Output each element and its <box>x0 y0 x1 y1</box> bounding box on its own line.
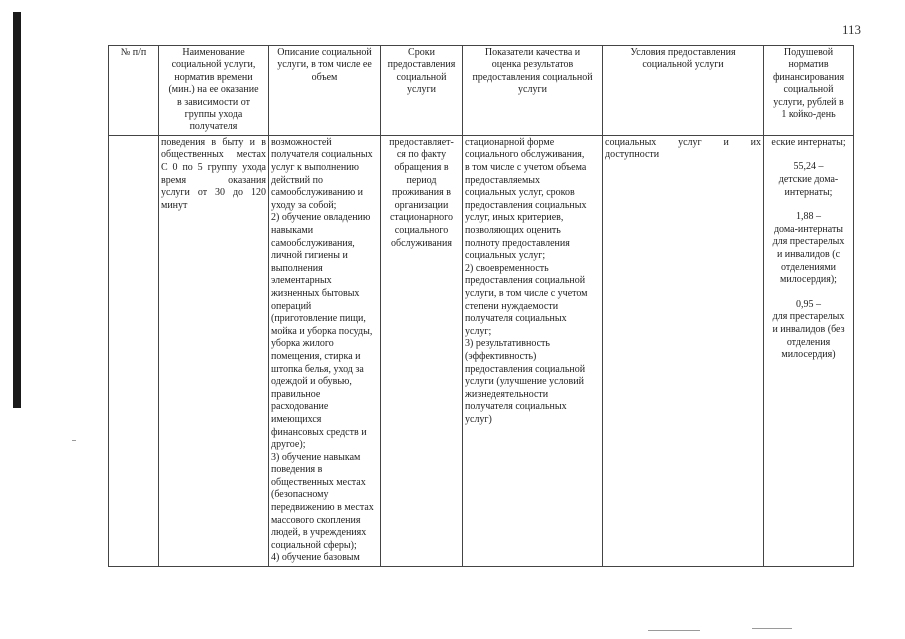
group-gap <box>766 149 851 161</box>
text-line: объем <box>311 71 338 83</box>
funding-line: отделениями <box>780 261 837 273</box>
text-line: получателя <box>189 121 238 133</box>
group-gap <box>766 287 851 299</box>
text-line: уборка жилого <box>271 338 334 350</box>
text-line: людей, в учреждениях <box>271 527 367 539</box>
text-line: услуги, рублей в <box>773 96 844 108</box>
scan-speck <box>72 440 76 441</box>
text-line: С 0 по 5 группу ухода <box>161 162 266 174</box>
funding-line: детские дома- <box>778 174 839 186</box>
text-line: предоставления социальной <box>465 275 586 287</box>
text-line: социальной услуги, <box>171 59 256 71</box>
group-gap <box>766 199 851 211</box>
text-line: жизненных бытовых <box>271 287 360 299</box>
text-line: массового скопления <box>271 514 361 526</box>
page-number: 113 <box>841 22 861 37</box>
text-line: уходу за собой; <box>271 199 337 211</box>
text-line: социальных услуг; <box>465 250 546 262</box>
text-line: действий по <box>271 174 323 186</box>
text-line: предоставления <box>387 59 456 71</box>
text-line: услуги, в том числе с учетом <box>465 287 588 299</box>
text-line: стационарной форме <box>465 136 555 148</box>
text-line: жизнедеятельности <box>465 388 549 400</box>
binding-edge-mark <box>13 12 21 408</box>
text-line: Описание социальной <box>277 47 372 58</box>
text-line: социальных услуг и их <box>605 136 761 148</box>
cell-service-name <box>159 135 269 566</box>
text-line: время оказания <box>161 174 266 186</box>
text-line: получателя социальных <box>465 401 567 413</box>
funding-line: и инвалидов (с <box>776 249 841 260</box>
text-line: 2) обучение овладению <box>271 212 371 224</box>
text-line: элементарных <box>271 275 332 287</box>
text-line: 3) обучение навыкам <box>271 451 361 463</box>
funding-line: 55,24 – <box>793 161 824 173</box>
header-description <box>269 46 381 136</box>
text-line: услуг; <box>465 325 492 337</box>
text-line: расходование <box>271 401 329 413</box>
text-line: Показатели качества и <box>484 47 581 58</box>
cell-number <box>109 135 159 566</box>
text-line: 2) своевременность <box>465 262 549 274</box>
text-line: услуги от 30 до 120 <box>161 187 266 199</box>
text-line: социальной услуги <box>642 59 724 71</box>
text-line: минут <box>161 199 188 211</box>
cell-description <box>269 135 381 566</box>
text-line: (безопасному <box>271 489 329 501</box>
text-line: мойка и уборка посуды, <box>271 325 373 337</box>
header-quality <box>463 46 603 136</box>
text-line: одеждой и обувью, <box>271 376 352 388</box>
text-line: услуги (улучшение условий <box>465 376 584 388</box>
text-line: социальной сферы); <box>271 539 357 551</box>
cell-funding <box>764 135 854 566</box>
text-line: Условия предоставления <box>630 47 736 58</box>
text-line: полноту предоставления <box>465 237 570 249</box>
text-line: предоставления социальных <box>465 199 587 211</box>
text-line: финансирования <box>772 71 845 83</box>
text-line: 1 койко-день <box>781 109 836 121</box>
text-line: степени нуждаемости <box>465 300 559 312</box>
text-line: навыками <box>271 225 314 236</box>
cell-conditions <box>603 135 764 566</box>
text-line: возможностей <box>271 136 332 148</box>
text-line: Наименование <box>182 47 245 58</box>
text-line: услуги <box>518 84 547 96</box>
text-line: доступности <box>605 149 660 161</box>
cell-quality <box>463 135 603 566</box>
text-line: правильное <box>271 388 321 400</box>
header-row <box>109 46 854 136</box>
text-line: общественных местах <box>161 149 266 161</box>
text-line: предоставления социальной <box>472 71 593 83</box>
text-line: предоставляемых <box>465 174 541 186</box>
funding-line: отделения <box>786 336 831 348</box>
table-row <box>109 135 854 566</box>
text-line: самообслуживания, <box>271 237 355 249</box>
text-line: личной гигиены и <box>271 250 348 262</box>
text-line: 3) результативность <box>465 338 550 350</box>
text-line: оценка результатов <box>491 59 574 71</box>
header-service-name <box>159 46 269 136</box>
text-line: предоставления социальной <box>465 363 586 375</box>
text-line: социальной <box>396 71 447 83</box>
text-line: получателя социальных <box>271 149 373 161</box>
header-terms <box>381 46 463 136</box>
text-line: самообслуживанию и <box>271 187 364 199</box>
text-line: норматив времени <box>174 71 253 83</box>
text-line: 4) обучение базовым <box>271 552 360 564</box>
text-line: социального обслуживания, <box>465 149 585 161</box>
text-line: услуг к выполнению <box>271 162 360 174</box>
services-table <box>108 45 854 567</box>
text-line: в том числе с учетом объема <box>465 162 587 174</box>
scan-line-bottom <box>648 630 700 631</box>
header-conditions <box>603 46 764 136</box>
text-line: группы ухода <box>184 109 243 121</box>
funding-line: и инвалидов (без <box>772 323 845 335</box>
text-line: организации <box>394 199 449 211</box>
header-funding <box>764 46 854 136</box>
text-line: поведения в <box>271 464 323 476</box>
funding-line: еские интернаты; <box>771 136 846 148</box>
text-line: Подушевой <box>783 47 834 58</box>
text-line: общественных местах <box>271 476 366 488</box>
text-line: позволяющих оценить <box>465 225 561 236</box>
text-line: услуги, в том числе ее <box>277 59 372 71</box>
text-line: услуги <box>407 84 436 96</box>
text-line: стационарного <box>389 212 454 224</box>
text-line: социальных услуг, сроков <box>465 187 575 199</box>
funding-line: 1,88 – <box>796 211 821 223</box>
text-line: поведения в быту и в <box>161 136 266 148</box>
text-line: выполнения <box>271 262 323 274</box>
text-line: передвижению в местах <box>271 502 374 514</box>
text-line: обслуживания <box>391 237 452 249</box>
text-line: в зависимости от <box>177 96 250 108</box>
text-line: услуг, иных критериев, <box>465 212 564 224</box>
funding-line: милосердия); <box>780 274 837 286</box>
text-line: другое); <box>271 439 306 451</box>
text-line: финансовых средств и <box>271 426 367 438</box>
funding-line: для престарелых <box>772 311 845 323</box>
text-line: период <box>406 174 437 186</box>
text-line: Сроки <box>408 47 435 58</box>
funding-line: интернаты; <box>784 186 833 198</box>
text-line: (эффективность) <box>465 350 537 362</box>
text-line: предоставляет- <box>389 136 454 148</box>
text-line: имеющихся <box>271 413 322 425</box>
text-line: № п/п <box>120 47 147 58</box>
text-line: услуг) <box>465 413 492 425</box>
cell-terms <box>381 135 463 566</box>
funding-line: для престарелых <box>772 236 845 248</box>
text-line: получателя социальных <box>465 313 567 325</box>
funding-line: 0,95 – <box>796 298 821 310</box>
funding-line: дома-интернаты <box>773 223 844 235</box>
text-line: (мин.) на ее оказание <box>168 84 259 96</box>
text-line: социального <box>394 225 449 236</box>
text-line: штопка белья, уход за <box>271 363 364 375</box>
text-line: помещения, стирка и <box>271 350 361 362</box>
text-line: норматив <box>788 59 829 71</box>
funding-line: милосердия) <box>781 349 836 361</box>
text-line: операций <box>271 300 312 312</box>
text-line: обращения в <box>394 162 449 174</box>
scan-line-bottom-right <box>752 628 792 629</box>
text-line: проживания в <box>392 187 451 199</box>
text-line: (приготовление пищи, <box>271 313 366 325</box>
text-line: ся по факту <box>396 149 447 161</box>
text-line: социальной <box>783 84 834 96</box>
header-number <box>109 46 159 136</box>
